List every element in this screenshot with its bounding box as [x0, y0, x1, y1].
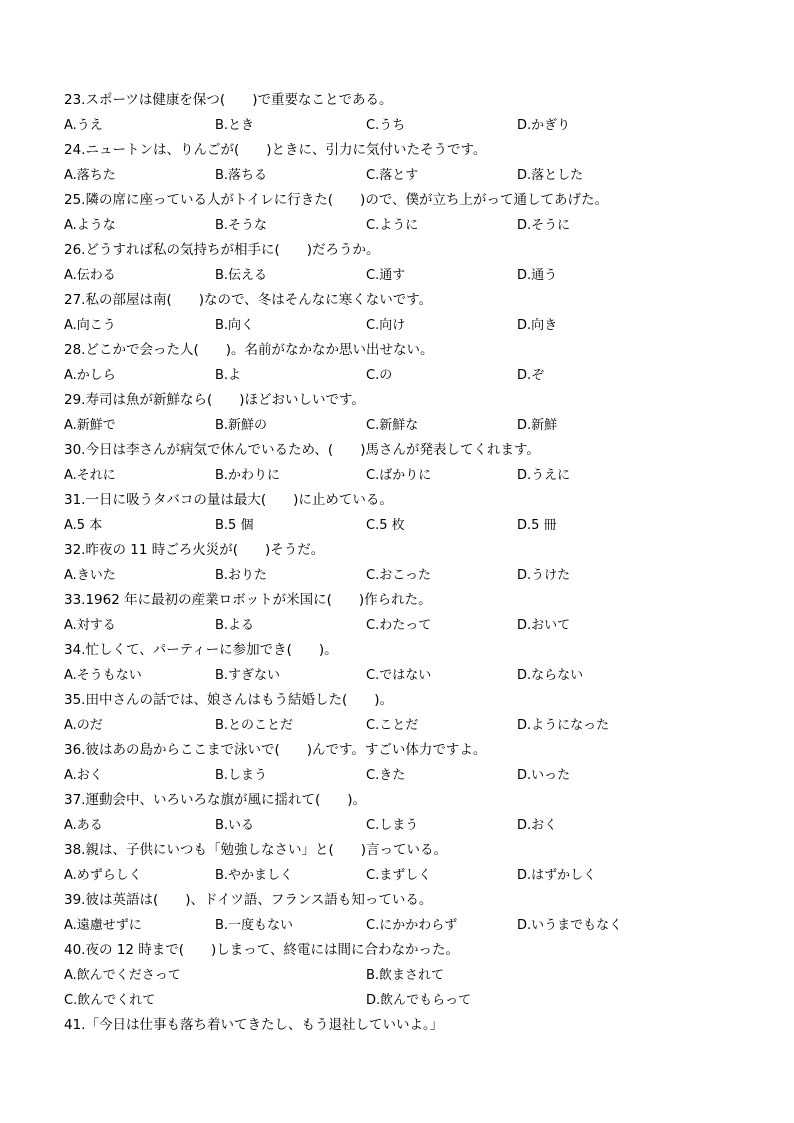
option-b[interactable]: B.一度もない	[215, 918, 294, 933]
option-a[interactable]: A.めずらしく	[64, 868, 142, 883]
option-d[interactable]: D.飲んでもらって	[366, 993, 472, 1008]
option-a[interactable]: A.落ちた	[64, 168, 116, 183]
option-b[interactable]: B.すぎない	[215, 668, 281, 683]
options-row	[64, 563, 744, 588]
option-b[interactable]: B.そうな	[215, 218, 268, 233]
question-stem: 35.田中さんの話では、娘さんはもう結婚した( )。	[64, 692, 394, 708]
options-row	[64, 113, 744, 138]
option-c[interactable]: C.ばかりに	[366, 468, 432, 483]
question-stem: 27.私の部屋は南( )なので、冬はそんなに寒くないです。	[64, 292, 433, 308]
option-a[interactable]: A.ような	[64, 218, 116, 233]
question-stem: 31.一日に吸うタバコの量は最大( )に止めている。	[64, 492, 393, 508]
option-c[interactable]: C.しまう	[366, 818, 419, 833]
options-row	[64, 763, 744, 788]
option-c[interactable]: C.5 枚	[366, 518, 405, 533]
option-b[interactable]: B.落ちる	[215, 168, 268, 183]
options-row	[64, 313, 744, 338]
option-b[interactable]: B.よ	[215, 368, 242, 383]
option-d[interactable]: D.ようになった	[517, 718, 610, 733]
option-d[interactable]: D.ならない	[517, 668, 584, 683]
option-c[interactable]: C.通す	[366, 268, 406, 283]
options-row	[64, 413, 744, 438]
option-a[interactable]: A.うえ	[64, 118, 103, 133]
options-row	[64, 813, 744, 838]
option-d[interactable]: D.そうに	[517, 218, 571, 233]
option-b[interactable]: B.よる	[215, 618, 255, 633]
option-c[interactable]: C.わたって	[366, 618, 432, 633]
option-a[interactable]: A.新鮮で	[64, 418, 116, 433]
option-b[interactable]: B.とき	[215, 118, 255, 133]
question-stem: 32.昨夜の 11 時ごろ火災が( )そうだ。	[64, 542, 325, 558]
option-a[interactable]: A.向こう	[64, 318, 116, 333]
option-a[interactable]: A.飲んでくださって	[64, 968, 181, 983]
option-d[interactable]: D.はずかしく	[517, 868, 597, 883]
question-stem: 40.夜の 12 時まで( )しまって、終電には間に合わなかった。	[64, 942, 459, 958]
option-c[interactable]: C.向け	[366, 318, 406, 333]
option-d[interactable]: D.いうまでもなく	[517, 918, 623, 933]
option-a[interactable]: A.かしら	[64, 368, 116, 383]
question-stem: 26.どうすれば私の気持ちが相手に( )だろうか。	[64, 242, 380, 258]
option-d[interactable]: D.うえに	[517, 468, 571, 483]
option-c[interactable]: C.きた	[366, 768, 406, 783]
option-c[interactable]: C.うち	[366, 118, 406, 133]
options-row	[64, 463, 744, 488]
options-row	[64, 863, 744, 888]
option-b[interactable]: B.おりた	[215, 568, 268, 583]
option-c[interactable]: C.にかかわらず	[366, 918, 458, 933]
option-b[interactable]: B.いる	[215, 818, 255, 833]
question-stem: 25.隣の席に座っている人がトイレに行きた( )ので、僕が立ち上がって通してあげた。	[64, 192, 609, 208]
question-stem: 33.1962 年に最初の産業ロボットが米国に( )作られた。	[64, 592, 432, 608]
option-a[interactable]: A.きいた	[64, 568, 116, 583]
question-stem: 30.今日は李さんが病気で休んでいるため、( )馬さんが発表してくれます。	[64, 442, 540, 458]
option-a[interactable]: A.ある	[64, 818, 103, 833]
options-row	[64, 713, 744, 738]
question-stem: 41.「今日は仕事も落ち着いてきたし、もう退社していいよ。」	[64, 1017, 444, 1033]
option-d[interactable]: D.向き	[517, 318, 558, 333]
option-c[interactable]: C.新鮮な	[366, 418, 419, 433]
options-row	[64, 613, 744, 638]
option-a[interactable]: A.5 本	[64, 518, 103, 533]
option-a[interactable]: A.のだ	[64, 718, 103, 733]
options-row	[64, 213, 744, 238]
option-a[interactable]: A.対する	[64, 618, 116, 633]
question-stem: 37.運動会中、いろいろな旗が風に揺れて( )。	[64, 792, 367, 808]
options-row	[64, 913, 744, 938]
options-row	[64, 363, 744, 388]
question-stem: 34.忙しくて、パーティーに参加でき( )。	[64, 642, 338, 658]
option-a[interactable]: A.遠慮せずに	[64, 918, 142, 933]
option-d[interactable]: D.おいて	[517, 618, 571, 633]
option-c[interactable]: C.まずしく	[366, 868, 432, 883]
question-stem: 38.親は、子供にいつも「勉強しなさい」と( )言っている。	[64, 842, 448, 858]
option-b[interactable]: B.5 個	[215, 518, 254, 533]
option-d[interactable]: D.落とした	[517, 168, 584, 183]
option-b[interactable]: B.向く	[215, 318, 255, 333]
options-row	[64, 663, 744, 688]
option-a[interactable]: A.そうもない	[64, 668, 142, 683]
option-d[interactable]: D.ぞ	[517, 368, 545, 383]
option-b[interactable]: B.かわりに	[215, 468, 281, 483]
question-stem: 39.彼は英語は( )、ドイツ語、フランス語も知っている。	[64, 892, 433, 908]
option-b[interactable]: B.やかましく	[215, 868, 294, 883]
options-row	[64, 513, 744, 538]
option-b[interactable]: B.飲まされて	[366, 968, 445, 983]
question-stem: 24.ニュートンは、りんごが( )ときに、引力に気付いたそうです。	[64, 142, 487, 158]
option-d[interactable]: D.5 冊	[517, 518, 557, 533]
option-a[interactable]: A.それに	[64, 468, 116, 483]
option-c[interactable]: C.ように	[366, 218, 419, 233]
question-list	[64, 88, 744, 1038]
question-stem: 28.どこかで会った人( )。名前がなかなか思い出せない。	[64, 342, 434, 358]
option-c[interactable]: C.おこった	[366, 568, 431, 583]
option-d[interactable]: D.おく	[517, 818, 558, 833]
option-c[interactable]: C.落とす	[366, 168, 419, 183]
option-a[interactable]: A.伝わる	[64, 268, 116, 283]
option-b[interactable]: B.とのことだ	[215, 718, 294, 733]
question-stem: 29.寿司は魚が新鮮なら( )ほどおいしいです。	[64, 392, 365, 408]
options-row	[64, 163, 744, 188]
question-stem: 23.スポーツは健康を保つ( )で重要なことである。	[64, 92, 393, 108]
question-stem: 36.彼はあの島からここまで泳いで( )んです。すごい体力ですよ。	[64, 742, 487, 758]
option-c[interactable]: C.ではない	[366, 668, 432, 683]
option-d[interactable]: D.いった	[517, 768, 571, 783]
option-b[interactable]: B.しまう	[215, 768, 268, 783]
options-row	[64, 988, 744, 1013]
option-c[interactable]: C.の	[366, 368, 393, 383]
option-d[interactable]: D.かぎり	[517, 118, 571, 133]
option-b[interactable]: B.新鮮の	[215, 418, 268, 433]
option-b[interactable]: B.伝える	[215, 268, 268, 283]
options-row	[64, 963, 744, 988]
options-row	[64, 263, 744, 288]
option-d[interactable]: D.通う	[517, 268, 558, 283]
option-d[interactable]: D.新鮮	[517, 418, 558, 433]
option-c[interactable]: C.飲んでくれて	[64, 993, 156, 1008]
option-d[interactable]: D.うけた	[517, 568, 571, 583]
option-c[interactable]: C.ことだ	[366, 718, 419, 733]
option-a[interactable]: A.おく	[64, 768, 103, 783]
